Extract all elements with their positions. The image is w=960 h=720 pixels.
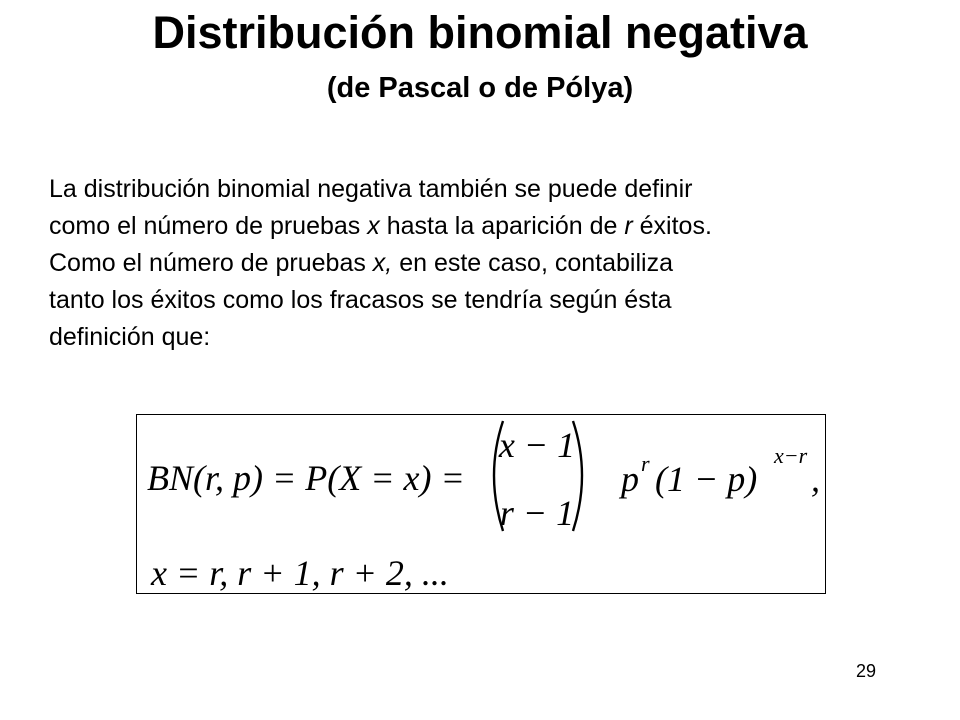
paragraph-line-3-text-a: Como el número de pruebas (49, 249, 373, 277)
variable-x-comma: x, (372, 249, 393, 277)
formula-box (136, 414, 826, 594)
variable-r: r (624, 212, 633, 240)
formula-lhs: BN(r, p) = P(X = x) = (147, 458, 465, 498)
factor: (1 − p) (655, 459, 758, 499)
paragraph-line-1 (49, 171, 929, 208)
paragraph-line-2-text-c: éxitos. (632, 212, 712, 240)
paragraph-line-1-text: La distribución binomial negativa también se puede definir (49, 175, 693, 203)
slide-title: Distribución binomial negativa (152, 7, 808, 58)
page-number: 29 (856, 661, 877, 681)
paragraph-line-5 (49, 319, 929, 356)
variable-x: x (367, 212, 380, 240)
binomial-top: x − 1 (498, 425, 576, 465)
paragraph-line-2-text-a: como el número de pruebas (49, 212, 368, 240)
paragraph-line-4 (49, 282, 929, 319)
formula-svg (137, 415, 827, 595)
paragraph-line-3-text-b: en este caso, contabiliza (392, 249, 673, 277)
slide-subtitle: (de Pascal o de Pólya) (326, 72, 634, 104)
p-base: p (621, 459, 639, 499)
body-paragraph (49, 171, 929, 356)
trailing-comma: , (811, 459, 820, 499)
paragraph-line-4-text: tanto los éxitos como los fracasos se tendría según ésta (49, 286, 672, 314)
paragraph-line-3 (49, 245, 929, 282)
p-exponent: r (641, 451, 650, 476)
factor-exponent: x−r (774, 443, 808, 468)
paragraph-line-2 (49, 208, 929, 245)
formula-domain: x = r, r + 1, r + 2, ... (151, 553, 449, 593)
binomial-bottom: r − 1 (499, 493, 575, 533)
paragraph-line-2-text-b: hasta la aparición de (379, 212, 625, 240)
paragraph-line-5-text: definición que: (49, 323, 211, 351)
